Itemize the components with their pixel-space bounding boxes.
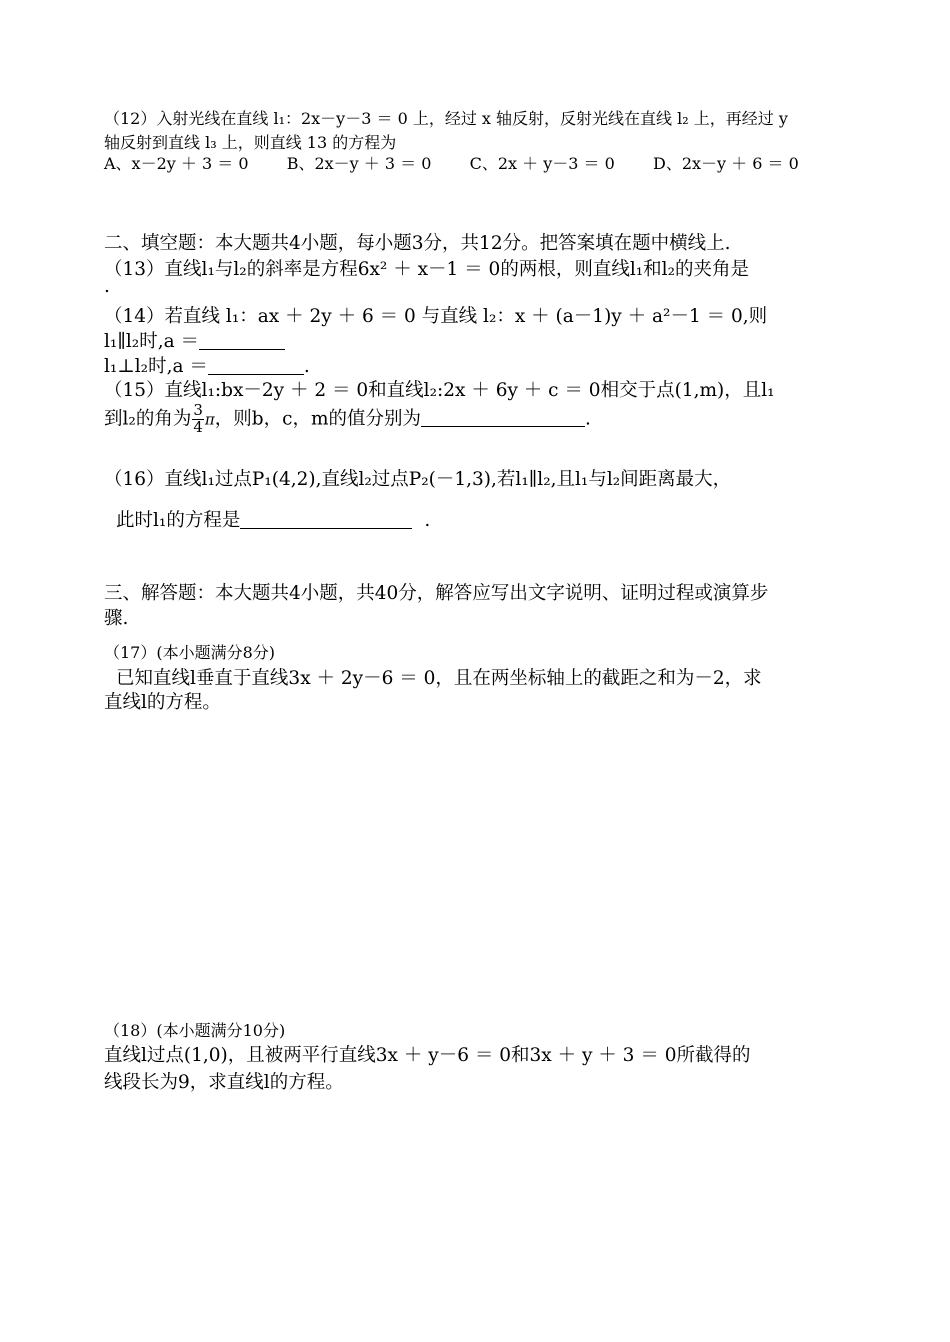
q15-fraction-numerator: 3	[193, 401, 203, 419]
q14-line1: （14）若直线 l₁：ax ＋ 2y ＋ 6 ＝ 0 与直线 l₂：x ＋ (a－1)y ＋ a²－1 ＝ 0,则	[104, 306, 768, 327]
q17-line2: 直线l的方程。	[104, 692, 221, 713]
q16-period: .	[424, 510, 431, 531]
q13-line1: （13）直线l₁与l₂的斜率是方程6x² ＋ x－1 ＝ 0的两根，则直线l₁和l₂的夹角是	[104, 259, 749, 280]
q15-period: .	[585, 408, 591, 430]
q14-line2	[104, 327, 285, 353]
q14-parallel-blank	[199, 330, 285, 350]
q14-perpendicular-blank	[208, 355, 304, 375]
q17-line1: 已知直线l垂直于直线3x ＋ 2y－6 ＝ 0，且在两坐标轴上的截距之和为－2，求	[116, 668, 762, 689]
q15-line1: （15）直线l₁:bx－2y ＋ 2 ＝ 0和直线l₂:2x ＋ 6y ＋ c ＝ 0相交于点(1,m)，且l₁	[104, 380, 775, 401]
q16-line2	[116, 506, 430, 532]
q18-title: （18）(本小题满分10分)	[104, 1021, 286, 1040]
section3-heading-line2: 骤.	[104, 608, 129, 629]
q14-line3	[104, 352, 310, 378]
q12-option-a: A、x－2y ＋ 3 ＝ 0	[104, 154, 249, 173]
q15-suffix: ，则b，c，m的值分别为	[214, 408, 421, 430]
q16-line1: （16）直线l₁过点P₁(4,2),直线l₂过点P₂(－1,3),若l₁∥l₂,且l₁与l₂间距离最大，	[104, 469, 732, 490]
q16-blank	[240, 509, 412, 529]
section3-heading-line1: 三、解答题：本大题共4小题，共40分，解答应写出文字说明、证明过程或演算步	[104, 583, 769, 604]
q16-prefix: 此时l₁的方程是	[116, 510, 241, 531]
q18-line2: 线段长为9，求直线l的方程。	[104, 1072, 344, 1093]
q12-options	[104, 151, 799, 174]
q13-line2: .	[104, 276, 110, 297]
q12-line2: 轴反射到直线 l₃ 上，则直线 13 的方程为	[104, 133, 397, 152]
q14-perpendicular-label: l₁⊥l₂时,a ＝	[104, 356, 208, 377]
q12-option-d: D、2x－y ＋ 6 ＝ 0	[653, 154, 799, 173]
q15-fraction	[192, 403, 204, 436]
q14-period: .	[303, 356, 310, 377]
q12-line1: （12）入射光线在直线 l₁：2x－y－3 ＝ 0 上，经过 x 轴反射，反射光线在直线 l₂ 上，再经过 y	[104, 109, 788, 128]
q14-parallel-label: l₁∥l₂时,a ＝	[104, 331, 200, 352]
section2-heading: 二、填空题：本大题共4小题，每小题3分，共12分。把答案填在题中横线上.	[104, 233, 731, 254]
q15-line2	[104, 403, 591, 436]
q17-title: （17）(本小题满分8分)	[104, 643, 276, 662]
q12-option-b: B、2x－y ＋ 3 ＝ 0	[286, 154, 432, 173]
q15-prefix: 到l₂的角为	[104, 408, 192, 430]
q18-line1: 直线l过点(1,0)，且被两平行直线3x ＋ y－6 ＝ 0和3x ＋ y ＋ 3 ＝ 0所截得的	[104, 1045, 751, 1066]
q15-fraction-denominator: 4	[193, 417, 203, 436]
q15-blank	[421, 408, 585, 428]
q15-pi: π	[204, 410, 215, 429]
q12-option-c: C、2x ＋ y－3 ＝ 0	[469, 154, 615, 173]
